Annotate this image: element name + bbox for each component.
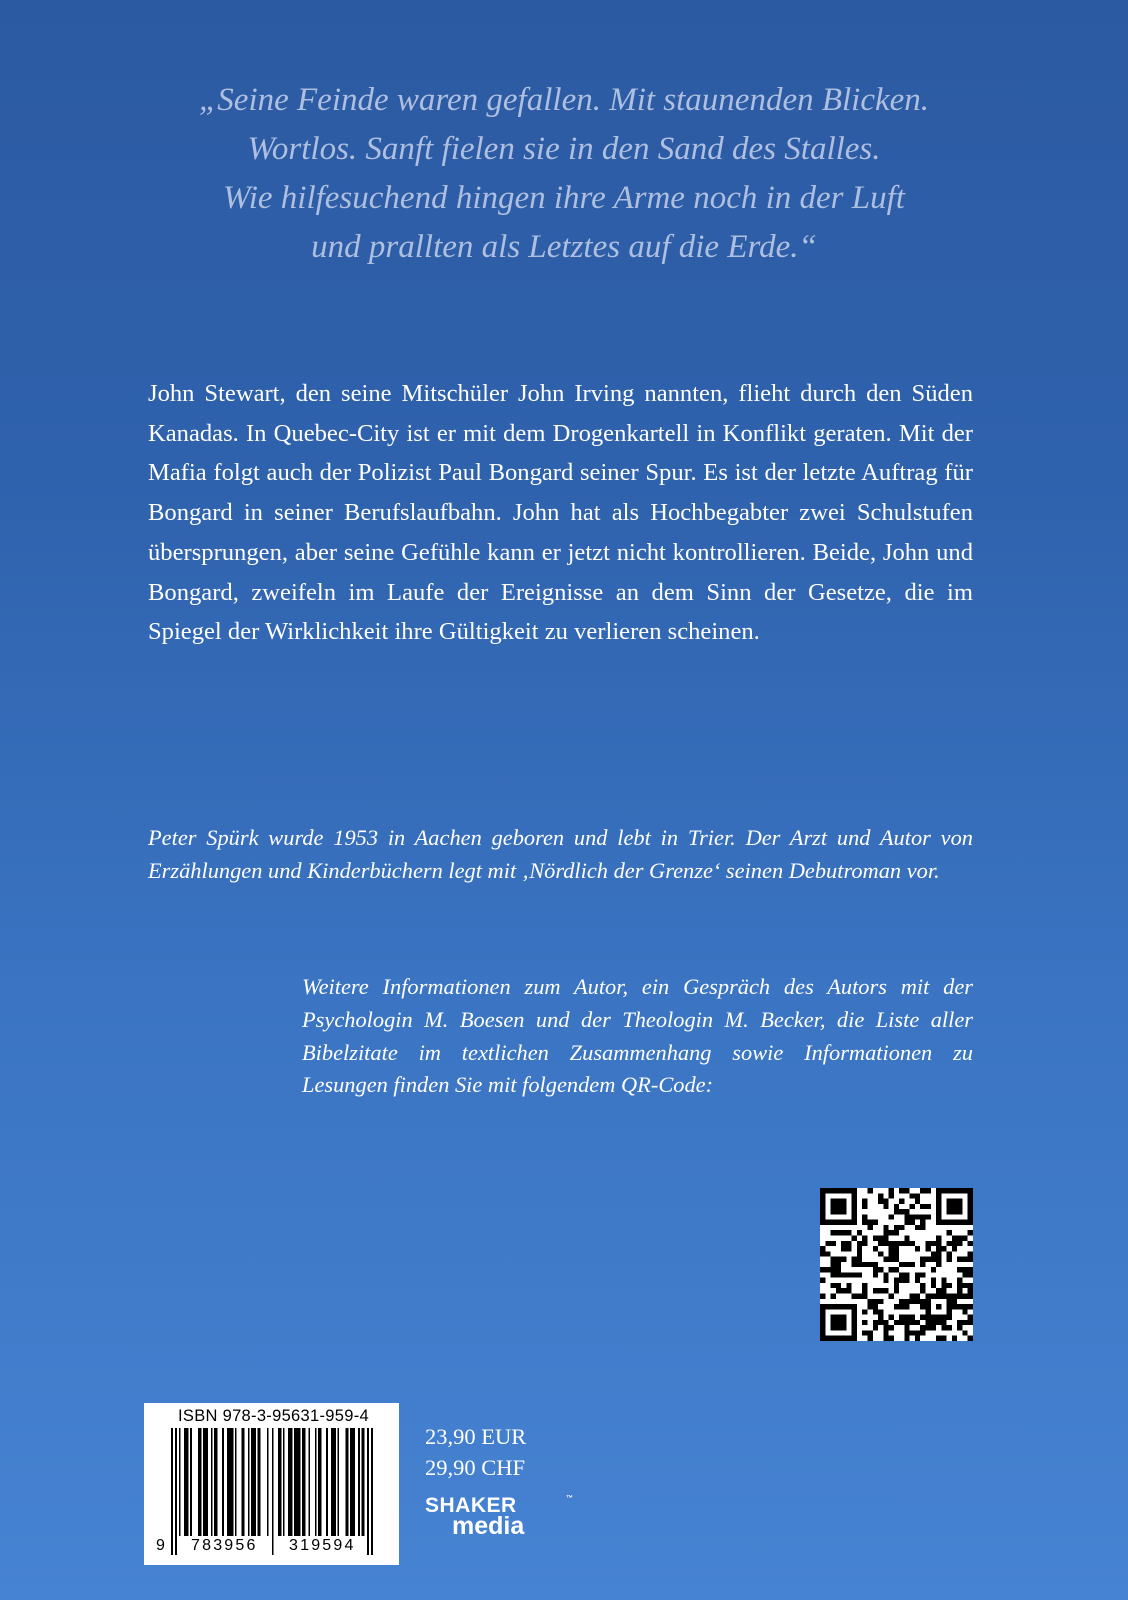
price-block bbox=[425, 1421, 526, 1483]
publisher-trademark: ™ bbox=[566, 1495, 573, 1502]
isbn-barcode bbox=[144, 1403, 399, 1565]
shaker-media-logo bbox=[425, 1495, 575, 1545]
cover-quote bbox=[120, 76, 1008, 272]
barcode-digit-first: 9 bbox=[156, 1537, 168, 1554]
price-chf: 29,90 CHF bbox=[425, 1455, 526, 1480]
barcode-icon bbox=[171, 1428, 373, 1555]
barcode-digits-left: 783956 bbox=[191, 1537, 258, 1554]
barcode-digits-right: 319594 bbox=[289, 1537, 356, 1554]
isbn-label: ISBN 978-3-95631-959-4 bbox=[178, 1407, 369, 1425]
price-eur: 23,90 EUR bbox=[425, 1424, 527, 1449]
more-info-text: Weitere Informationen zum Autor, ein Gespräch des Autors mit der Psychologin M. Boesen und der Theologin M. Becker, die Liste aller Bibelzitate im textlichen Zusammenhang sowie Informationen zu Lesungen finden Sie mit folgendem QR-Code: bbox=[302, 974, 973, 1098]
quote-line: „Seine Feinde waren gefallen. Mit staunenden Blicken. bbox=[198, 82, 930, 118]
quote-line: und prallten als Letztes auf die Erde.“ bbox=[311, 229, 817, 265]
author-bio: Peter Spürk wurde 1953 in Aachen geboren und lebt in Trier. Der Arzt und Autor von Erzählungen und Kinderbüchern legt mit ‚Nördlich der Grenze‘ seinen Debutroman vor. bbox=[148, 825, 973, 883]
quote-line: Wortlos. Sanft fielen sie in den Sand des Stalles. bbox=[247, 131, 881, 167]
qr-code-graphic bbox=[820, 1188, 973, 1341]
book-blurb: John Stewart, den seine Mitschüler John Irving nannten, flieht durch den Süden Kanadas. In Quebec-City ist er mit dem Drogenkartell in Konflikt geraten. Mit der Mafia folgt auch der Polizist Paul Bongard seiner Spur. Es ist der letzte Auftrag für Bongard in seiner Berufslaufbahn. John hat als Hochbegabter zwei Schulstufen übersprungen, aber seine Gefühle kann er jetzt nicht kontrollieren. Beide, John und Bongard, zweifeln im Laufe der Ereignisse an dem Sinn der Gesetze, die im Spiegel der Wirklichkeit ihre Gültigkeit zu verlieren scheinen. bbox=[148, 380, 973, 646]
publisher-name-line1: SHAKER bbox=[425, 1494, 517, 1517]
qr-code-icon bbox=[820, 1188, 973, 1341]
quote-line: Wie hilfesuchend hingen ihre Arme noch in der Luft bbox=[223, 180, 905, 216]
publisher-name-line2: media bbox=[452, 1512, 525, 1540]
